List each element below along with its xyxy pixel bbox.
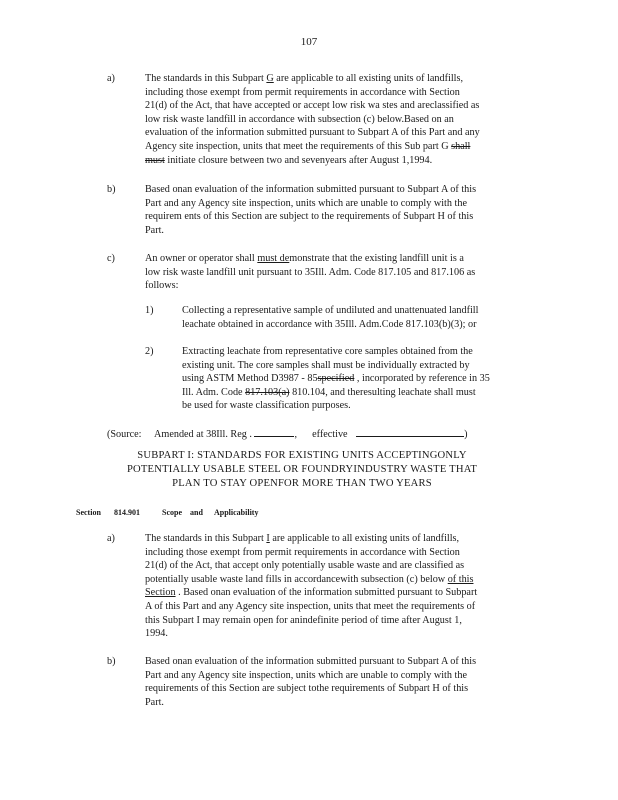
paragraph-i-a <box>145 532 536 641</box>
line-text: low risk waste landfill in accordance with subsection (c) below.Based on an <box>145 113 454 125</box>
line-text: including those exempt from permit requirements in accordance with Section <box>145 86 460 98</box>
source-prefix: (Source: <box>107 429 142 440</box>
heading-line-1: SUBPART I: STANDARDS FOR EXISTING UNITS ACCEPTINGONLY <box>137 450 467 461</box>
item-label-g-c-1: 1) <box>145 305 154 316</box>
line-text: , incorporated by reference in 35 <box>354 373 490 385</box>
text-line <box>145 546 536 560</box>
line-text: are applicable to all existing units of landfills, <box>273 73 464 84</box>
text-line <box>145 197 538 211</box>
line-text: 810.104, and theresulting leachate shall must <box>289 386 476 398</box>
text-line <box>182 372 534 386</box>
text-line <box>182 304 528 318</box>
text-line <box>145 669 536 683</box>
line-text: evaluation of the information submitted pursuant to Subpart A of this Part and any <box>145 127 480 139</box>
line-text: The standards in this Subpart <box>145 73 267 84</box>
paragraph-g-b <box>145 183 538 237</box>
text-line <box>145 224 538 238</box>
line-text: 21(d) of the Act, that have accepted or accept low risk wa stes and areclassified as <box>145 100 480 112</box>
line-text: follows: <box>145 280 179 292</box>
paragraph-label-g-b: b) <box>107 184 116 195</box>
text-line <box>145 627 536 641</box>
effective-date-blank <box>356 426 464 437</box>
line-text: are applicable to all existing units of landfills, <box>269 533 460 544</box>
text-line <box>145 154 538 168</box>
line-text: The standards in this Subpart <box>145 533 267 544</box>
paragraph-g-a <box>145 72 538 167</box>
text-line <box>145 682 536 696</box>
line-text: be used for waste classification purposes. <box>182 400 351 412</box>
text-line <box>145 600 536 614</box>
line-text: Part and any Agency site inspection, units which are unable to comply with the <box>145 197 467 209</box>
underlined-text: G <box>266 73 274 84</box>
section-title-applicability: Applicability <box>214 508 259 517</box>
text-line <box>145 573 536 587</box>
paragraph-i-b <box>145 655 536 709</box>
line-text: 1994. <box>145 628 168 640</box>
text-line <box>145 655 536 669</box>
section-title-scope: Scope <box>162 508 182 517</box>
source-effective: effective <box>312 429 348 440</box>
underlined-text: I <box>266 533 270 544</box>
source-amended: Amended at 38Ill. Reg . <box>154 429 252 440</box>
struck-text: specified <box>317 373 355 385</box>
text-line <box>145 266 538 280</box>
line-text: Collecting a representative sample of undiluted and unattenuated landfill <box>182 305 479 316</box>
source-close: ) <box>464 429 468 440</box>
line-text: A of this Part and any Agency site inspection, units that meet the requirements of <box>145 600 476 612</box>
paragraph-label-i-a: a) <box>107 533 115 544</box>
text-line <box>145 614 536 628</box>
subpart-i-heading <box>106 449 498 491</box>
line-text: existing unit. The core samples shall must be individually extracted by <box>182 359 470 371</box>
source-comma: , <box>294 429 298 440</box>
item-g-c-1 <box>182 304 528 331</box>
underlined-text: Section <box>145 587 176 599</box>
source-note <box>107 426 468 442</box>
line-text: low risk waste landfill unit pursuant to 35Ill. Adm. Code 817.105 and 817.106 as <box>145 266 476 278</box>
line-text: initiate closure between two and sevenyears after August 1,1994. <box>164 154 433 166</box>
line-text: Part. <box>145 224 164 236</box>
text-line <box>145 696 536 710</box>
text-line <box>145 113 538 127</box>
text-line <box>145 99 538 113</box>
line-text: requirem ents of this Section are subject to the requirements of Subpart H of this <box>145 211 474 223</box>
paragraph-label-i-b: b) <box>107 656 116 667</box>
text-line <box>145 252 538 266</box>
line-text: . Based onan evaluation of the information submitted pursuant to Subpart <box>175 587 478 599</box>
text-line <box>182 345 534 359</box>
text-line <box>182 399 534 413</box>
text-line <box>145 126 538 140</box>
line-text: leachate obtained in accordance with 35Ill. Adm.Code 817.103(b)(3); or <box>182 318 477 330</box>
heading-line-2: POTENTIALLY USABLE STEEL OR FOUNDRYINDUSTRY WASTE THAT <box>126 464 478 475</box>
struck-text: 817.103(a) <box>245 386 290 398</box>
section-word: Section <box>76 508 101 517</box>
line-text: including those exempt from permit requirements in accordance with Section <box>145 546 460 558</box>
line-text: Part and any Agency site inspection, units which are unable to comply with the <box>145 669 467 681</box>
line-text: this Subpart I may remain open for anindefinite period of time after August 1, <box>145 614 462 626</box>
text-line <box>182 318 528 332</box>
section-number: 814.901 <box>114 508 140 517</box>
paragraph-label-g-a: a) <box>107 73 115 84</box>
heading-line-3: PLAN TO STAY OPENFOR MORE THAN TWO YEARS <box>172 478 432 489</box>
text-line <box>145 183 538 197</box>
paragraph-g-c <box>145 252 538 293</box>
register-volume-blank <box>254 426 294 437</box>
section-title-and: and <box>190 508 203 517</box>
struck-text: must <box>145 154 165 166</box>
text-line <box>145 140 538 154</box>
text-line <box>145 559 536 573</box>
underlined-text: of this <box>447 573 474 585</box>
line-text: Ill. Adm. Code <box>182 386 246 398</box>
text-line <box>145 86 538 100</box>
page-number: 107 <box>300 36 318 48</box>
line-text: Extracting leachate from representative core samples obtained from the <box>182 346 473 357</box>
line-text: using ASTM Method D3987 - 85 <box>182 373 318 385</box>
section-title-line <box>76 506 258 520</box>
text-line <box>182 359 534 373</box>
line-text: Based onan evaluation of the information submitted pursuant to Subpart A of this <box>145 656 477 667</box>
line-text: Based onan evaluation of the information submitted pursuant to Subpart A of this <box>145 184 477 195</box>
line-text: 21(d) of the Act, that accept only potentially usable waste and are classified as <box>145 560 465 572</box>
line-text: An owner or operator shall <box>145 253 258 264</box>
underlined-text: must de <box>257 253 290 264</box>
item-label-g-c-2: 2) <box>145 346 154 357</box>
text-line <box>145 72 538 86</box>
text-line <box>145 210 538 224</box>
text-line <box>182 386 534 400</box>
item-g-c-2 <box>182 345 534 413</box>
paragraph-label-g-c: c) <box>107 253 115 264</box>
struck-text: shall <box>451 140 471 152</box>
text-line <box>145 532 536 546</box>
text-line <box>145 586 536 600</box>
line-text: requirements of this Section are subject tothe requirements of Subpart H of this <box>145 683 469 695</box>
text-line <box>145 279 538 293</box>
line-text: monstrate that the existing landfill unit is a <box>289 253 464 264</box>
line-text: potentially usable waste land fills in accordancewith subsection (c) below <box>145 573 448 585</box>
line-text: Agency site inspection, units that meet the requirements of this Sub part G <box>145 140 452 152</box>
line-text: Part. <box>145 696 164 708</box>
